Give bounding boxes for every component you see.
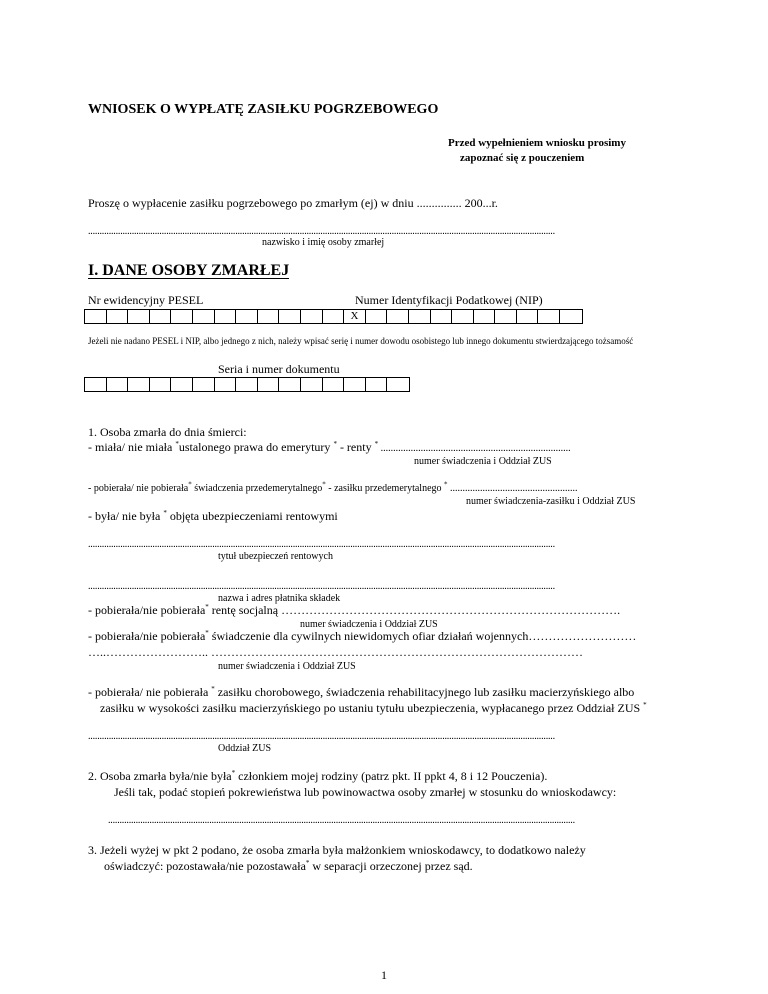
kinship-line[interactable]: ........................................................................................................................................................................................................... [108, 815, 575, 826]
pesel-digit[interactable] [323, 310, 345, 323]
q1-preretirement-caption: numer świadczenia-zasiłku i Oddział ZUS [466, 496, 636, 507]
pesel-digit[interactable] [301, 310, 323, 323]
pesel-digit[interactable] [171, 310, 193, 323]
q1-war-victims-line: - pobierała/nie pobierała* świadczenie dla cywilnych niewidomych ofiar działań wojennych……………………… [88, 629, 637, 643]
document-char[interactable] [236, 378, 258, 391]
nip-digit[interactable] [474, 310, 496, 323]
pesel-digit[interactable] [85, 310, 107, 323]
q1-sickness-line: - pobierała/ nie pobierała * zasiłku chorobowego, świadczenia rehabilitacyjnego lub zasiłku macierzyńskiego albo [88, 685, 635, 699]
document-char[interactable] [193, 378, 215, 391]
document-char[interactable] [128, 378, 150, 391]
document-char[interactable] [171, 378, 193, 391]
document-char[interactable] [279, 378, 301, 391]
q1-pension-line: - miała/ nie miała *ustalonego prawa do emerytury * - renty * ............................................................................ [88, 440, 571, 454]
pesel-digit[interactable] [236, 310, 258, 323]
q1-pension-caption: numer świadczenia i Oddział ZUS [414, 456, 552, 467]
war-victims-caption: numer świadczenia i Oddział ZUS [218, 661, 356, 672]
nip-digit[interactable] [517, 310, 539, 323]
instructions-note: Przed wypełnieniem wniosku prosimy zapoznać się z pouczeniem [448, 137, 626, 164]
social-pension-caption: numer świadczenia i Oddział ZUS [300, 619, 438, 630]
nip-label: Numer Identyfikacji Podatkowej (NIP) [355, 293, 543, 307]
payer-line[interactable]: ........................................................................................................................................................................................................... [88, 581, 555, 592]
document-char[interactable] [323, 378, 345, 391]
document-char[interactable] [107, 378, 129, 391]
request-sentence: Proszę o wypłacenie zasiłku pogrzebowego po zmarłym (ej) w dniu ............... 200...r. [88, 196, 498, 210]
document-number-label: Seria i numer dokumentu [218, 362, 340, 376]
q1-social-pension-line: - pobierała/nie pobierała* rentę socjalną …………………………………………………………………………. [88, 603, 621, 617]
zus-branch-caption: Oddział ZUS [218, 743, 272, 754]
document-char[interactable] [258, 378, 280, 391]
war-victims-fill-line[interactable]: …..…………………….. ………………………………………………………………………………… [88, 645, 583, 659]
document-char[interactable] [387, 378, 409, 391]
pesel-label: Nr ewidencyjny PESEL [88, 293, 204, 307]
pesel-digit[interactable] [128, 310, 150, 323]
q1-intro: 1. Osoba zmarła do dnia śmierci: [88, 425, 247, 439]
pesel-digit[interactable] [193, 310, 215, 323]
deceased-name-line[interactable]: ........................................................................................................................................................................................................... [88, 226, 555, 237]
q1-preretirement-line: - pobierała/ nie pobierała* świadczenia przedemerytalnego* - zasiłku przedemerytalnego * ................................................... [88, 480, 578, 494]
nip-digit[interactable] [495, 310, 517, 323]
q3-line-cont: oświadczyć: pozostawała/nie pozostawała* w separacji orzeczonej przez sąd. [104, 859, 473, 873]
deceased-name-caption: nazwisko i imię osoby zmarłej [262, 237, 385, 248]
nip-digit[interactable] [409, 310, 431, 323]
pesel-digit[interactable] [279, 310, 301, 323]
document-char[interactable] [366, 378, 388, 391]
payer-caption: nazwa i adres płatnika składek [218, 593, 341, 604]
nip-digit[interactable] [538, 310, 560, 323]
section-1-heading: I. DANE OSOBY ZMARŁEJ [88, 262, 290, 279]
document-number-grid[interactable] [84, 377, 410, 392]
id-document-note: Jeżeli nie nadano PESEL i NIP, albo jednego z nich, należy wpisać serię i numer dowodu osobistego lub innego dokumentu stwierdzającego tożsamość [88, 336, 634, 346]
pesel-nip-input-grid[interactable] [84, 309, 583, 324]
pesel-digit[interactable] [215, 310, 237, 323]
pesel-digit[interactable] [258, 310, 280, 323]
q1-insurance-line: - była/ nie była * objęta ubezpieczeniami rentowymi [88, 509, 338, 523]
pesel-digit[interactable] [107, 310, 129, 323]
nip-digit[interactable] [387, 310, 409, 323]
q2-instruction: Jeśli tak, podać stopień pokrewieństwa lub powinowactwa osoby zmarłej w stosunku do wnioskodawcy: [114, 785, 617, 799]
document-char[interactable] [150, 378, 172, 391]
insurance-title-caption: tytuł ubezpieczeń rentowych [218, 551, 333, 562]
zus-branch-line[interactable]: ........................................................................................................................................................................................................... [88, 731, 555, 742]
document-char[interactable] [85, 378, 107, 391]
q1-sickness-line-cont: zasiłku w wysokości zasiłku macierzyńskiego po ustaniu tytułu ubezpieczenia, wypłacanego przez Oddział ZUS * [100, 701, 647, 715]
q3-line: 3. Jeżeli wyżej w pkt 2 podano, że osoba zmarła była małżonkiem wnioskodawcy, to dodatkowo należy [88, 843, 586, 857]
nip-digit[interactable] [431, 310, 453, 323]
form-title: WNIOSEK O WYPŁATĘ ZASIŁKU POGRZEBOWEGO [88, 102, 439, 117]
pesel-digit[interactable] [150, 310, 172, 323]
nip-digit[interactable] [560, 310, 582, 323]
document-char[interactable] [301, 378, 323, 391]
nip-digit[interactable] [366, 310, 388, 323]
nip-separator: X [344, 310, 366, 323]
page-number: 1 [381, 968, 387, 982]
nip-digit[interactable] [452, 310, 474, 323]
insurance-title-line[interactable]: ........................................................................................................................................................................................................... [88, 539, 555, 550]
document-char[interactable] [344, 378, 366, 391]
q2-line: 2. Osoba zmarła była/nie była* członkiem mojej rodziny (patrz pkt. II ppkt 4, 8 i 12 Pouczenia). [88, 769, 548, 783]
document-char[interactable] [215, 378, 237, 391]
